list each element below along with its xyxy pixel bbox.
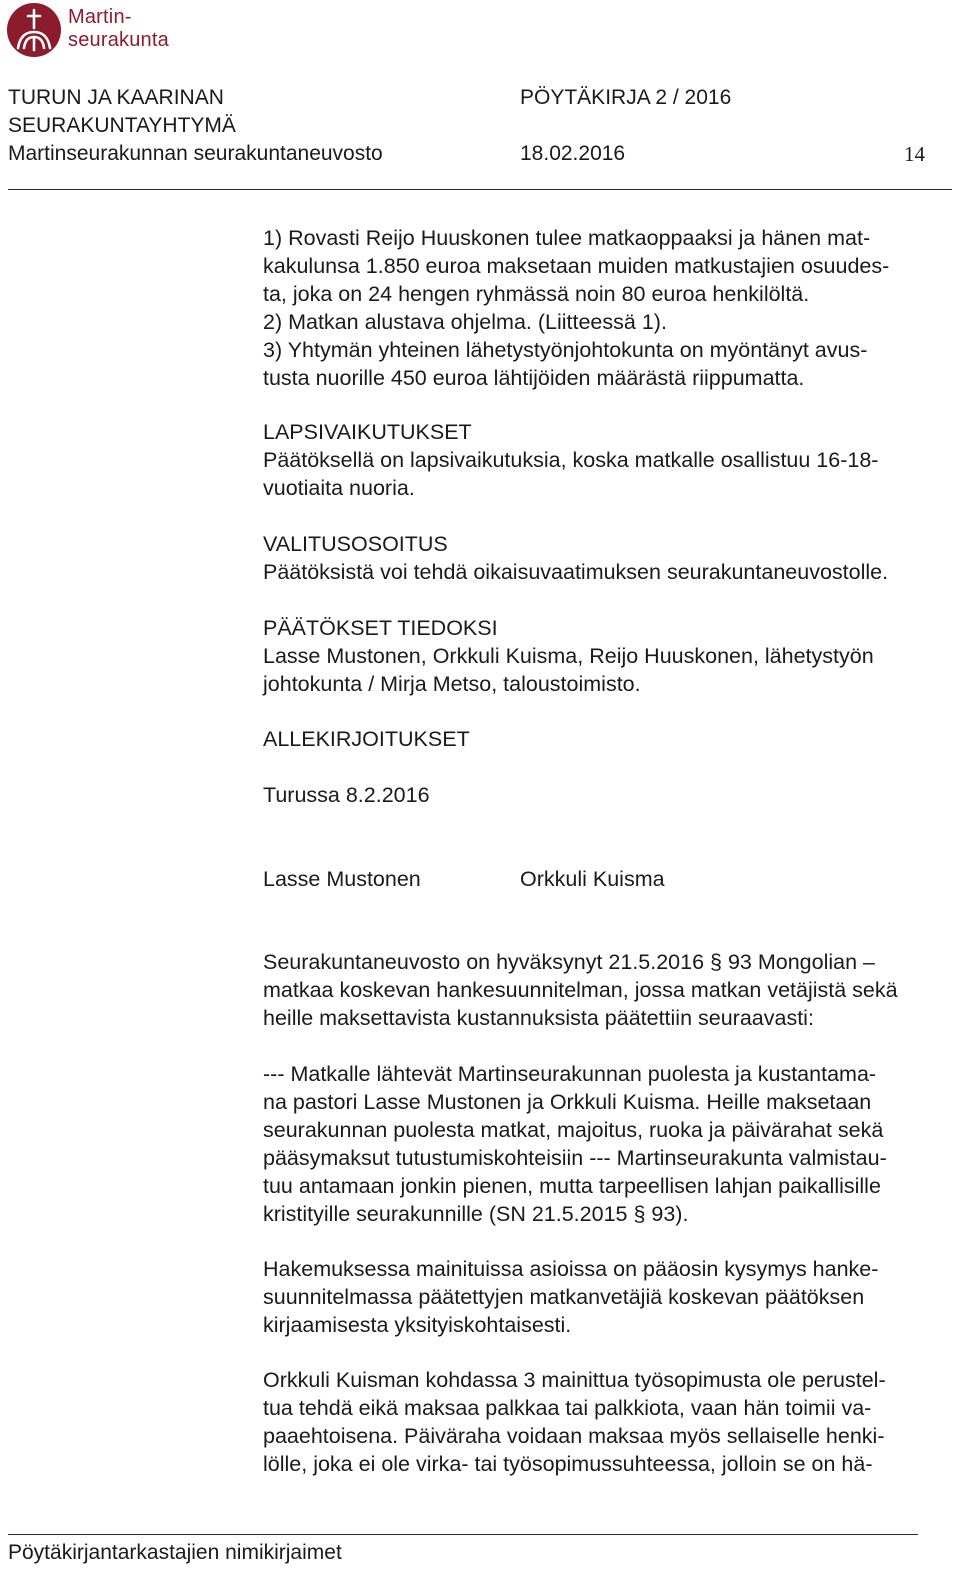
numbered-items	[263, 224, 956, 392]
signer-name-1: Lasse Mustonen	[263, 867, 421, 891]
decisions-notice-line: Lasse Mustonen, Orkkuli Kuisma, Reijo Huuskonen, lähetystyön	[263, 644, 874, 668]
decisions-notice-line: johtokunta / Mirja Metso, taloustoimisto.	[263, 672, 641, 696]
kuisma-line: tua tehdä eikä maksaa palkkaa tai palkkiota, vaan hän toimii va-	[263, 1396, 872, 1420]
kuisma-paragraph	[263, 1366, 956, 1478]
org-name-line-2: SEURAKUNTAYHTYMÄ	[8, 114, 236, 137]
quote-line: seurakunnan puolesta matkat, majoitus, ruoka ja päivärahat sekä	[263, 1118, 884, 1142]
quote-line: kristityille seurakunnille (SN 21.5.2015 § 93).	[263, 1202, 689, 1226]
page-number: 14	[904, 142, 925, 166]
child-impact-line: Päätöksellä on lapsivaikutuksia, koska matkalle osallistuu 16-18-	[263, 448, 879, 472]
decisions-notice-section	[263, 614, 956, 698]
signature-place-date: Turussa 8.2.2016	[263, 783, 430, 807]
logo-text	[68, 6, 169, 52]
quote-line: pääsymaksut tutustumiskohteisiin --- Martinseurakunta valmistau-	[263, 1146, 887, 1170]
meeting-date: 18.02.2016	[520, 142, 626, 165]
church-logo	[6, 2, 181, 60]
item-line: tusta nuorille 450 euroa lähtijöiden määrästä riippumatta.	[263, 366, 805, 390]
quote-line: na pastori Lasse Mustonen ja Orkkuli Kuisma. Heille maksetaan	[263, 1090, 872, 1114]
martin-parish-emblem-icon	[6, 2, 62, 58]
appeal-heading: VALITUSOSOITUS	[263, 532, 448, 556]
approval-line: Seurakuntaneuvosto on hyväksynyt 21.5.2016 § 93 Mongolian –	[263, 950, 875, 974]
meeting-body: Martinseurakunnan seurakuntaneuvosto	[8, 142, 383, 165]
signatures-heading: ALLEKIRJOITUKSET	[263, 727, 470, 751]
item-line: 2) Matkan alustava ohjelma. (Liitteessä 1).	[263, 310, 667, 334]
document-title: PÖYTÄKIRJA 2 / 2016	[520, 86, 732, 109]
kuisma-line: lölle, joka ei ole virka- tai työsopimussuhteessa, jolloin se on hä-	[263, 1452, 873, 1476]
item-line: kakulunsa 1.850 euroa maksetaan muiden matkustajien osuudes-	[263, 254, 890, 278]
decisions-notice-heading: PÄÄTÖKSET TIEDOKSI	[263, 616, 498, 640]
org-name-line-1: TURUN JA KAARINAN	[8, 86, 224, 109]
application-line: Hakemuksessa mainituissa asioissa on pääosin kysymys hanke-	[263, 1257, 879, 1281]
child-impact-section	[263, 418, 956, 502]
application-line: kirjaamisesta yksityiskohtaisesti.	[263, 1313, 572, 1337]
child-impact-heading: LAPSIVAIKUTUKSET	[263, 420, 472, 444]
quote-line: tuu antamaan jonkin pienen, mutta tarpeellisen lahjan paikallisille	[263, 1174, 881, 1198]
application-paragraph	[263, 1255, 956, 1339]
signer-name-2: Orkkuli Kuisma	[520, 867, 665, 891]
logo-line-2: seurakunta	[68, 29, 169, 51]
kuisma-line: Orkkuli Kuisman kohdassa 3 mainittua työsopimusta ole perustel-	[263, 1368, 886, 1392]
header-divider	[8, 189, 952, 190]
approval-line: matkaa koskevan hankesuunnitelman, jossa matkan vetäjistä sekä	[263, 978, 898, 1002]
footer-initials-label: Pöytäkirjantarkastajien nimikirjaimet	[8, 1541, 342, 1564]
approval-paragraph	[263, 948, 956, 1032]
appeal-section	[263, 530, 956, 586]
item-line: 1) Rovasti Reijo Huuskonen tulee matkaoppaaksi ja hänen mat-	[263, 226, 871, 250]
quote-paragraph	[263, 1060, 956, 1228]
quote-line: --- Matkalle lähtevät Martinseurakunnan puolesta ja kustantama-	[263, 1062, 877, 1086]
application-line: suunnitelmassa päätettyjen matkanvetäjiä koskevan päätöksen	[263, 1285, 865, 1309]
footer-divider	[8, 1534, 918, 1535]
child-impact-line: vuotiaita nuoria.	[263, 476, 415, 500]
appeal-line: Päätöksistä voi tehdä oikaisuvaatimuksen seurakuntaneuvostolle.	[263, 560, 889, 584]
kuisma-line: paaehtoisena. Päiväraha voidaan maksaa myös sellaiselle henki-	[263, 1424, 885, 1448]
item-line: 3) Yhtymän yhteinen lähetystyönjohtokunta on myöntänyt avus-	[263, 338, 868, 362]
approval-line: heille maksettavista kustannuksista päätettiin seuraavasti:	[263, 1006, 814, 1030]
logo-line-1: Martin-	[68, 6, 132, 28]
item-line: ta, joka on 24 hengen ryhmässä noin 80 euroa henkilöltä.	[263, 282, 810, 306]
